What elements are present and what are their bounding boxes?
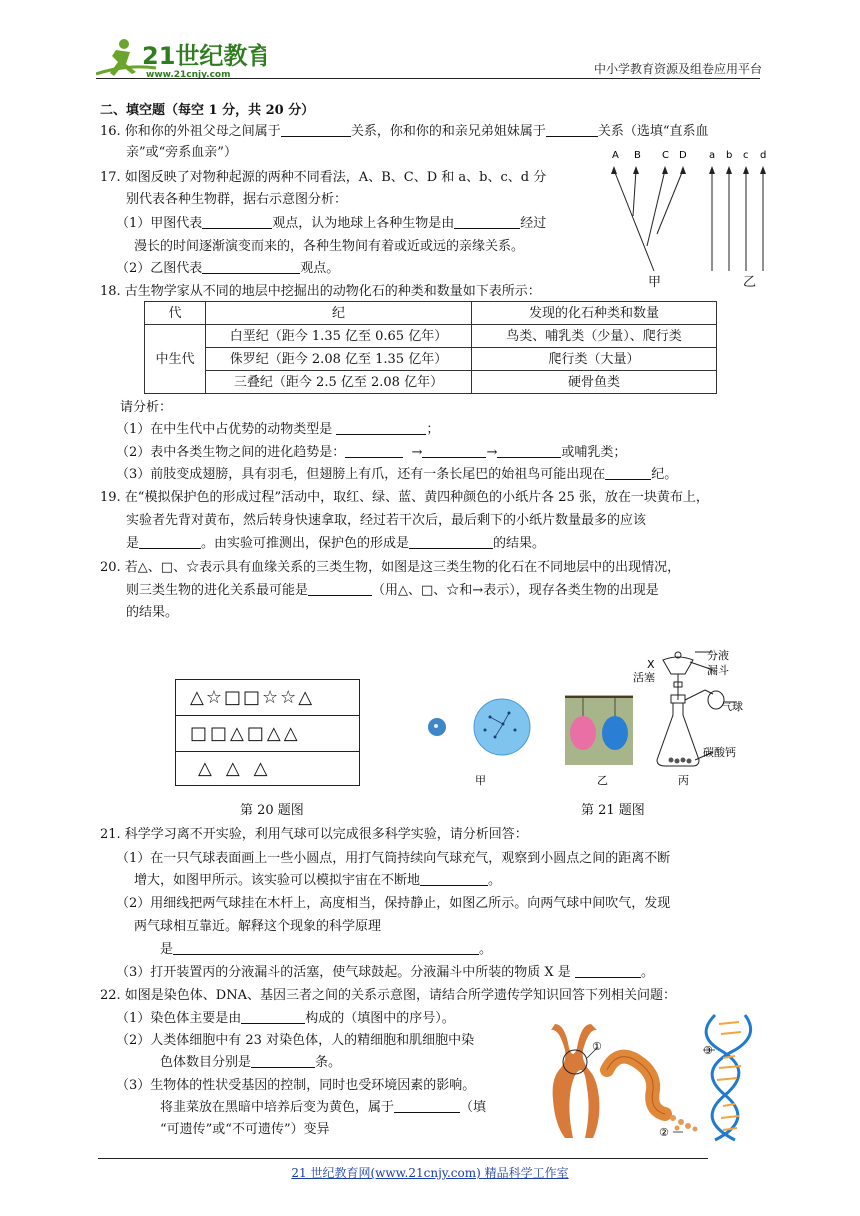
q21-sub2: （2）用细线把两气球挂在木杆上，高度相当，保持静止，如图乙所示。向两气球中间吹气，发现: [116, 896, 671, 911]
table-cell-period: 白垩纪（距今 1.35 亿至 0.65 亿年）: [206, 325, 472, 348]
q22-sub2-cont: 色体数目分别是 条。: [160, 1055, 342, 1070]
q17-caption-yi: 乙: [743, 275, 757, 290]
section-title: 二、填空题（每空 1 分，共 20 分）: [100, 103, 315, 118]
q17-label-D: D: [679, 150, 687, 161]
blue-balloon: [602, 716, 628, 750]
q17-blank3[interactable]: [202, 259, 300, 274]
table-header-row: [145, 302, 717, 325]
q18-ask: 请分析：: [120, 400, 173, 415]
header-divider: [96, 78, 760, 79]
q22-sub3-end: “可遗传”或“不可遗传”）变异: [160, 1122, 330, 1137]
q22-blank2[interactable]: [251, 1053, 315, 1068]
layer-bottom: △△△: [198, 758, 282, 779]
q19-blank2[interactable]: [409, 534, 493, 549]
q22-figure: [545, 1010, 760, 1145]
q17-label-b: b: [726, 150, 733, 161]
label-1: ①: [592, 1040, 602, 1053]
q17-label-d: d: [760, 150, 767, 161]
q17-sub2: （2）乙图代表 观点。: [116, 261, 340, 276]
label-caco3: 碳酸钙: [703, 746, 736, 759]
table-header-fossils: 发现的化石种类和数量: [472, 302, 717, 325]
q21-blank1[interactable]: [420, 871, 488, 886]
q18-sub2: （2）表中各类生物之间的进化趋势是： → → 或哺乳类；: [116, 445, 627, 460]
q16-line1: 16. 你和你的外祖父母之间属于 关系，你和你的和亲兄弟姐妹属于 关系（选填“直系血: [100, 124, 709, 139]
footer-link[interactable]: 21 世纪教育网(www.21cnjy.com) 精品科学工作室: [291, 1166, 569, 1180]
fossil-table: [144, 301, 717, 394]
q18-blank2[interactable]: [345, 443, 403, 458]
table-row: [145, 325, 717, 348]
table-cell-fossils: 爬行类（大量）: [472, 348, 717, 371]
q22-sub1: （1）染色体主要是由 构成的（填图中的序号）。: [116, 1011, 455, 1026]
q20-line1: 20. 若△、□、☆表示具有血缘关系的三类生物，如图是这三类生物的化石在不同地层中的出现情况，: [100, 560, 681, 575]
q22-line1: 22. 如图是染色体、DNA、基因三者之间的关系示意图，请结合所学遗传学知识回答下列相关问题：: [100, 988, 676, 1003]
caption-bing: 丙: [678, 774, 689, 787]
label-x: X: [647, 658, 655, 671]
q17-label-c: c: [743, 150, 749, 161]
q19-line1: 19. 在“模拟保护色的形成过程”活动中，取红、绿、蓝、黄四种颜色的小纸片各 25 张，放在一块黄布上，: [100, 490, 709, 505]
q16-blank2[interactable]: [546, 122, 598, 137]
q17-label-C: C: [662, 150, 669, 161]
q17-figure: [600, 146, 780, 291]
table-cell-period: 三叠纪（距今 2.5 亿至 2.08 亿年）: [206, 371, 472, 394]
q17-caption-jia: 甲: [648, 275, 662, 290]
q18-blank5[interactable]: [605, 465, 651, 480]
label-funnel-1: 分液: [707, 649, 729, 662]
q20-line2: 则三类生物的进化关系最可能是 （用△、□、☆和→表示），现存各类生物的出现是: [126, 583, 659, 598]
q21-blank2[interactable]: [173, 940, 479, 955]
q17-blank1[interactable]: [202, 214, 272, 229]
label-2: ②: [659, 1126, 669, 1139]
site-logo: [96, 34, 266, 80]
q16-line2: 亲”或“旁系血亲”）: [126, 145, 237, 160]
table-header-period: 纪: [206, 302, 472, 325]
q16-blank1[interactable]: [281, 122, 351, 137]
table-cell-fossils: 硬骨鱼类: [472, 371, 717, 394]
q21-blank3[interactable]: [575, 963, 641, 978]
q21-sub3: （3）打开装置丙的分液漏斗的活塞，使气球鼓起。分液漏斗中所装的物质 X 是 。: [116, 965, 654, 980]
q19-line3: 是 。由实验可推测出，保护色的形成是 的结果。: [126, 536, 546, 551]
caption-yi: 乙: [597, 774, 608, 787]
table-cell-period: 侏罗纪（距今 2.08 亿至 1.35 亿年）: [206, 348, 472, 371]
q17-label-a: a: [709, 150, 716, 161]
q22-sub3: （3）生物体的性状受基因的控制，同时也受环境因素的影响。: [116, 1078, 476, 1093]
q17-label-B: B: [634, 150, 641, 161]
q21-sub2-cont: 两气球相互靠近。解释这个现象的科学原理: [134, 919, 382, 934]
q22-blank1[interactable]: [241, 1009, 305, 1024]
large-balloon: [474, 699, 530, 755]
logo-text: 21世纪教育: [142, 42, 266, 70]
q20-line3: 的结果。: [126, 605, 179, 620]
q21-caption: 第 21 题图: [581, 803, 645, 818]
q20-caption: 第 20 题图: [240, 803, 304, 818]
table-row: [145, 348, 717, 371]
layer-top: △☆□□☆☆△: [176, 680, 359, 716]
q18-blank3[interactable]: [422, 443, 486, 458]
q20-blank1[interactable]: [308, 581, 372, 596]
q17-blank2[interactable]: [454, 214, 520, 229]
label-3: ③: [703, 1044, 713, 1057]
q19-blank1[interactable]: [139, 534, 201, 549]
dna-helix: [706, 1015, 751, 1140]
q18-sub3: （3）前肢变成翅膀，具有羽毛，但翅膀上有爪，还有一条长尾巴的始祖鸟可能出现在 纪。: [116, 467, 678, 482]
q21-sub1: （1）在一只气球表面画上一些小圆点，用打气筒持续向气球充气，观察到小圆点之间的距离不断: [116, 851, 671, 866]
q18-blank1[interactable]: [336, 420, 426, 435]
table-cell-era: 中生代: [145, 325, 206, 394]
q22-sub3-cont: 将韭菜放在黑暗中培养后变为黄色，属于 （填: [160, 1100, 487, 1115]
label-valve: 活塞: [633, 671, 655, 684]
q21-sub2-answer: 是 。: [160, 942, 493, 957]
q17-line2: 别代表各种生物群，据右示意图分析：: [126, 192, 348, 207]
q20-figure: [175, 679, 360, 786]
pink-balloon: [570, 716, 596, 750]
q21-sub1-cont: 增大，如图甲所示。该实验可以模拟宇宙在不断地 。: [134, 873, 502, 888]
q21-figure: [425, 640, 745, 790]
label-funnel-2: 漏斗: [707, 664, 729, 677]
footer-divider: [98, 1158, 708, 1159]
caption-jia: 甲: [475, 774, 486, 787]
logo-url: www.21cnjy.com: [146, 70, 231, 80]
q19-line2: 实验者先背对黄布，然后转身快速拿取，经过若干次后，最后剩下的小纸片数量最多的应该: [126, 513, 647, 528]
q21-line1: 21. 科学学习离不开实验，利用气球可以完成很多科学实验，请分析回答：: [100, 827, 528, 842]
layer-middle: □□△□△△: [176, 716, 359, 752]
q22-sub2: （2）人类体细胞中有 23 对染色体，人的精细胞和肌细胞中染: [116, 1033, 475, 1048]
q17-line1: 17. 如图反映了对物种起源的两种不同看法，A、B、C、D 和 a、b、c、d 分: [100, 170, 547, 185]
q17-sub1-cont: 漫长的时间逐渐演变而来的，各种生物间有着或近或远的亲缘关系。: [134, 239, 525, 254]
table-header-era: 代: [145, 302, 206, 325]
label-balloon: 气球: [721, 700, 743, 713]
q18-sub1: （1）在中生代中占优势的动物类型是 ；: [116, 422, 440, 437]
q18-line1: 18. 古生物学家从不同的地层中挖掘出的动物化石的种类和数量如下表所示：: [100, 284, 541, 299]
table-row: [145, 371, 717, 394]
table-cell-fossils: 鸟类、哺乳类（少量）、爬行类: [472, 325, 717, 348]
q17-sub1: （1）甲图代表 观点，认为地球上各种生物是由 经过: [116, 216, 547, 231]
q22-blank3[interactable]: [394, 1098, 460, 1113]
q17-label-A: A: [612, 150, 619, 161]
platform-name: 中小学教育资源及组卷应用平台: [593, 62, 762, 76]
q18-blank4[interactable]: [497, 443, 561, 458]
